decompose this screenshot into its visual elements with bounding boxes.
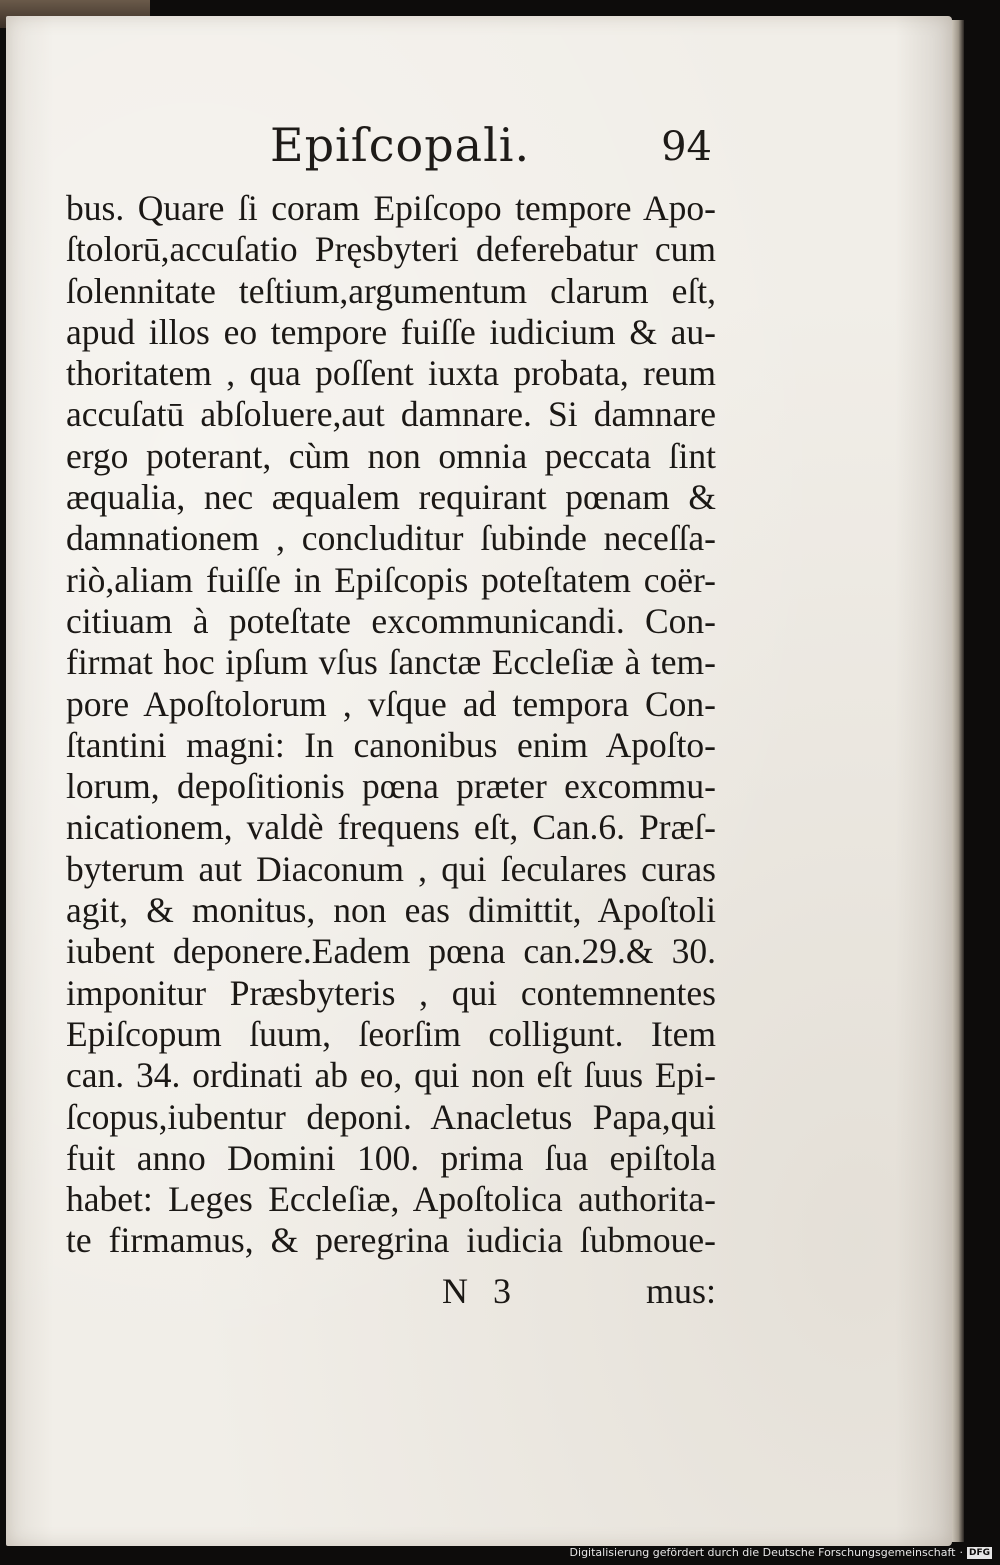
text-line: pore Apoſtolorum , vſque ad tempora Con-	[66, 683, 716, 724]
text-line: accuſatū abſoluere,aut damnare. Si damnare	[66, 394, 716, 435]
text-line: ſolennitate teſtium,argumentum clarum eſt,	[66, 270, 716, 311]
body-text	[66, 188, 716, 1262]
dfg-logo-icon: DFG	[968, 1547, 990, 1558]
running-title: Epiſcopali.	[270, 118, 531, 172]
text-line: imponitur Præsbyteris , qui contemnentes	[66, 972, 716, 1013]
text-line: thoritatem , qua poſſent iuxta probata, reum	[66, 353, 716, 394]
page-header	[66, 118, 716, 188]
text-line: firmat hoc ipſum vſus ſanctæ Eccleſiæ à tem-	[66, 642, 716, 683]
page-footer	[66, 1270, 716, 1320]
text-line: nicationem, valdè frequens eſt, Can.6. Præſ-	[66, 807, 716, 848]
text-line: Epiſcopum ſuum, ſeorſim colligunt. Item	[66, 1013, 716, 1054]
digitization-credit	[570, 1546, 992, 1559]
text-line: ſtolorū,accuſatio Pręsbyteri deferebatur cum	[66, 229, 716, 270]
text-line: apud illos eo tempore fuiſſe iudicium & au-	[66, 311, 716, 352]
credit-separator: ·	[959, 1546, 963, 1559]
text-line: byterum aut Diaconum , qui ſeculares curas	[66, 848, 716, 889]
text-line: riò,aliam fuiſſe in Epiſcopis poteſtatem coër-	[66, 559, 716, 600]
text-line: fuit anno Domini 100. prima ſua epiſtola	[66, 1137, 716, 1178]
text-line: can. 34. ordinati ab eo, qui non eſt ſuus Epi-	[66, 1055, 716, 1096]
text-line: æqualia, nec æqualem requirant pœnam &	[66, 477, 716, 518]
text-line: ſtantini magni: In canonibus enim Apoſto-	[66, 724, 716, 765]
text-line: te firmamus, & peregrina iudicia ſubmoue-	[66, 1220, 716, 1261]
text-line: habet: Leges Eccleſiæ, Apoſtolica authorita-	[66, 1179, 716, 1220]
page-edge	[950, 20, 964, 1542]
text-line: ſcopus,iubentur deponi. Anacletus Papa,qui	[66, 1096, 716, 1137]
text-line: bus. Quare ſi coram Epiſcopo tempore Apo-	[66, 188, 716, 228]
text-line: iubent deponere.Eadem pœna can.29.& 30.	[66, 931, 716, 972]
text-line: citiuam à poteſtate excommunicandi. Con-	[66, 600, 716, 641]
catchword: mus:	[645, 1271, 716, 1311]
signature-mark: N 3	[442, 1271, 519, 1311]
text-line: lorum, depoſitionis pœna præter excommu-	[66, 766, 716, 807]
text-line: ergo poterant, cùm non omnia peccata ſint	[66, 435, 716, 476]
text-line: agit, & monitus, non eas dimittit, Apoſtoli	[66, 890, 716, 931]
credit-text: Digitalisierung gefördert durch die Deutsche Forschungsgemeinschaft	[569, 1546, 956, 1559]
text-line: damnationem , concluditur ſubinde neceſſa-	[66, 518, 716, 559]
page-number: 94	[661, 124, 712, 170]
